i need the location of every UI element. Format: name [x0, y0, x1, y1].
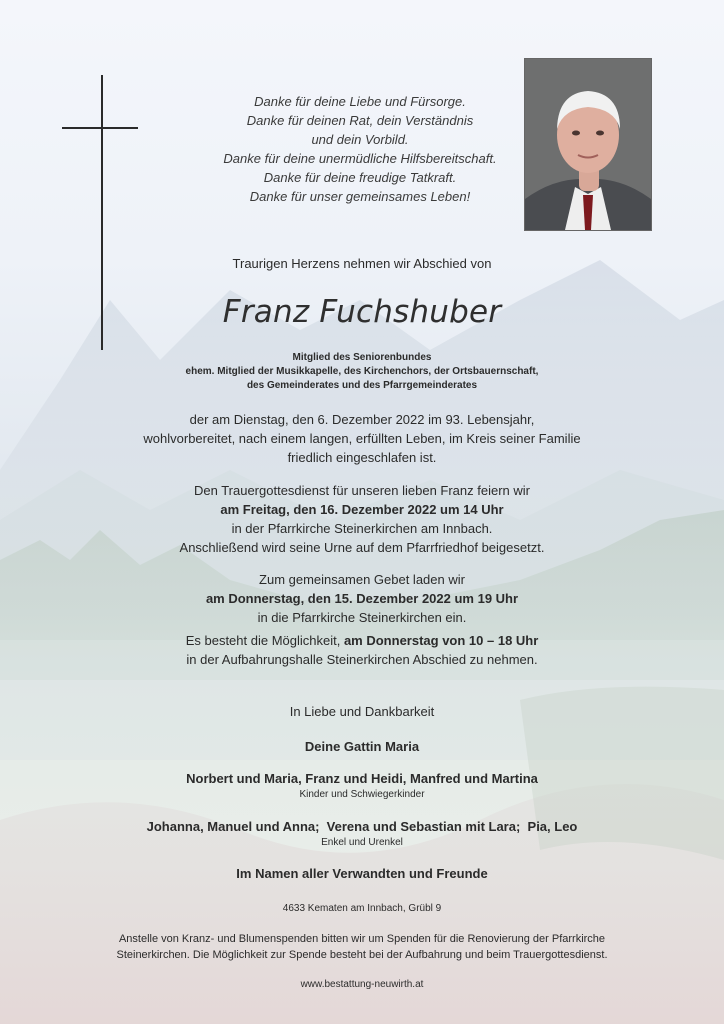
- website: www.bestattung-neuwirth.at: [300, 979, 424, 990]
- death-notice: [0, 410, 724, 467]
- membership-line: des Gemeinderates und des Pfarrgemeinderates: [246, 380, 478, 391]
- donation-line: Steinerkirchen. Die Möglichkeit zur Spende besteht bei der Aufbahrung und beim Trauergottesdienst.: [116, 949, 608, 961]
- prayer-info: [0, 570, 724, 627]
- children: Norbert und Maria, Franz und Heidi, Manfred und Martina: [186, 771, 538, 786]
- prayer-line: in die Pfarrkirche Steinerkirchen ein.: [257, 610, 467, 625]
- poem-line: Danke für deine unermüdliche Hilfsbereitschaft.: [223, 151, 497, 166]
- funeral-line: in der Pfarrkirche Steinerkirchen am Innbach.: [231, 521, 493, 536]
- relatives: Im Namen aller Verwandten und Freunde: [236, 866, 488, 881]
- grandchildren: Johanna, Manuel und Anna; Verena und Sebastian mit Lara; Pia, Leo: [146, 819, 578, 834]
- viewing-line: [0, 631, 724, 650]
- viewing-info: [0, 631, 724, 669]
- death-line: wohlvorbereitet, nach einem langen, erfüllten Leben, im Kreis seiner Familie: [143, 431, 581, 446]
- poem-line: Danke für deine Liebe und Fürsorge.: [254, 94, 466, 109]
- death-line: der am Dienstag, den 6. Dezember 2022 im 93. Lebensjahr,: [189, 412, 535, 427]
- donation-note: [0, 931, 724, 963]
- grandchildren-label: Enkel und Urenkel: [321, 837, 403, 848]
- viewing-time: am Donnerstag von 10 – 18 Uhr: [343, 633, 539, 648]
- membership-line: ehem. Mitglied der Musikkapelle, des Kirchenchors, der Ortsbauernschaft,: [185, 366, 539, 377]
- viewing-line: in der Aufbahrungshalle Steinerkirchen Abschied zu nehmen.: [186, 652, 538, 667]
- prayer-date: am Donnerstag, den 15. Dezember 2022 um 19 Uhr: [205, 591, 519, 606]
- funeral-info: [0, 481, 724, 557]
- poem-line: Danke für unser gemeinsames Leben!: [249, 189, 471, 204]
- intro-text: Traurigen Herzens nehmen wir Abschied von: [232, 256, 492, 271]
- poem: [220, 92, 500, 206]
- poem-line: Danke für deine freudige Tatkraft.: [263, 170, 457, 185]
- funeral-line: Anschließend wird seine Urne auf dem Pfarrfriedhof beigesetzt.: [179, 540, 545, 555]
- deceased-name: Franz Fuchshuber: [222, 294, 502, 330]
- children-label: Kinder und Schwiegerkinder: [299, 789, 425, 800]
- funeral-date: am Freitag, den 16. Dezember 2022 um 14 Uhr: [220, 502, 504, 517]
- memberships: [0, 351, 724, 393]
- signoff: In Liebe und Dankbarkeit: [289, 704, 435, 719]
- poem-line: und dein Vorbild.: [311, 132, 409, 147]
- funeral-line: Den Trauergottesdienst für unseren lieben Franz feiern wir: [193, 483, 530, 498]
- prayer-line: Zum gemeinsamen Gebet laden wir: [259, 572, 465, 587]
- address: 4633 Kematen am Innbach, Grübl 9: [282, 903, 442, 914]
- membership-line: Mitglied des Seniorenbundes: [292, 352, 432, 363]
- viewing-pre: Es besteht die Möglichkeit,: [185, 633, 344, 648]
- wife: Deine Gattin Maria: [304, 739, 420, 754]
- death-line: friedlich eingeschlafen ist.: [287, 450, 437, 465]
- portrait-photo: [524, 58, 652, 231]
- donation-line: Anstelle von Kranz- und Blumenspenden bitten wir um Spenden für die Renovierung der Pfarrkirche: [118, 933, 606, 945]
- poem-line: Danke für deinen Rat, dein Verständnis: [246, 113, 474, 128]
